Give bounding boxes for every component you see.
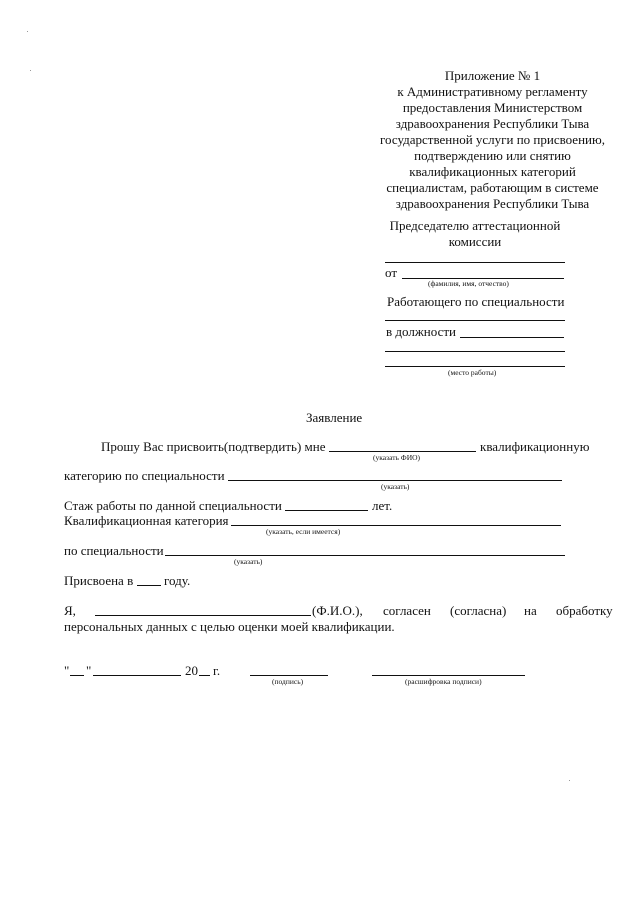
appendix-line: государственной услуги по присвоению,: [380, 132, 605, 147]
year-prefix: 20: [185, 663, 198, 678]
appendix-line: здравоохранения Республики Тыва: [395, 196, 590, 211]
consent-fio-line[interactable]: [95, 615, 311, 616]
qual-caption: (указать, если имеется): [266, 527, 341, 536]
consent-line2: персональных данных с целью оценки моей квалификации.: [64, 619, 395, 634]
decoding-caption: (расшифровка подписи): [405, 677, 482, 686]
year-line[interactable]: [199, 675, 210, 676]
appendix-line: Приложение № 1: [444, 68, 541, 83]
by-specialty-line[interactable]: [165, 555, 565, 556]
category-label: категорию по специальности: [64, 468, 225, 483]
addressee-line2: комиссии: [448, 234, 502, 249]
appendix-line: здравоохранения Республики Тыва: [395, 116, 590, 131]
experience-line[interactable]: [285, 510, 368, 511]
consent-agree-f: (согласна): [450, 603, 507, 618]
qual-line[interactable]: [231, 525, 561, 526]
appendix-line: квалификационных категорий: [409, 164, 576, 179]
consent-processing: обработку: [556, 603, 613, 618]
from-caption: (фамилия, имя, отчество): [428, 279, 509, 288]
assigned-prefix: Присвоена в: [64, 573, 134, 588]
appendix-line: к Административному регламенту: [397, 84, 588, 99]
experience-suffix: лет.: [372, 498, 393, 513]
fio-caption: (указать ФИО): [373, 453, 421, 462]
assigned-suffix: году.: [164, 573, 191, 588]
position-label: в должности: [386, 324, 456, 339]
appendix-line: предоставления Министерством: [402, 100, 583, 115]
signature-line[interactable]: [250, 675, 328, 676]
workplace-line-2[interactable]: [385, 366, 565, 367]
consent-on: на: [524, 603, 537, 618]
addressee-blank-line[interactable]: [385, 262, 565, 263]
addressee-title: [380, 218, 570, 250]
year-suffix: г.: [213, 663, 221, 678]
appendix-line: специалистам, работающим в системе: [386, 180, 599, 195]
by-specialty-caption: (указать): [234, 557, 263, 566]
category-line[interactable]: [228, 480, 562, 481]
specialty-line[interactable]: [385, 320, 565, 321]
position-line[interactable]: [460, 337, 564, 338]
qual-label: Квалификационная категория: [64, 513, 229, 528]
scan-speck: [30, 70, 31, 71]
date-quote-open: ": [64, 663, 70, 678]
scan-speck: [27, 31, 28, 32]
day-line[interactable]: [70, 675, 84, 676]
consent-i: Я,: [64, 603, 76, 618]
experience-label: Стаж работы по данной специальности: [64, 498, 282, 513]
date-quote-close: ": [86, 663, 92, 678]
specialty-label: Работающего по специальности: [387, 294, 565, 309]
request-suffix: квалификационную: [480, 439, 590, 454]
signature-caption: (подпись): [272, 677, 304, 686]
fio-line[interactable]: [329, 451, 476, 452]
from-label: от: [385, 265, 398, 280]
workplace-line-1[interactable]: [385, 351, 565, 352]
consent-agree: согласен: [383, 603, 431, 618]
consent-fio: (Ф.И.О.),: [312, 603, 363, 618]
scan-speck: [569, 780, 570, 781]
appendix-block: [370, 68, 615, 212]
document-title: Заявление: [306, 410, 363, 425]
workplace-caption: (место работы): [448, 368, 497, 377]
decoding-line[interactable]: [372, 675, 525, 676]
request-prefix: Прошу Вас присвоить(подтвердить) мне: [101, 439, 326, 454]
assigned-year-line[interactable]: [137, 585, 161, 586]
by-specialty-label: по специальности: [64, 543, 164, 558]
appendix-line: подтверждению или снятию: [414, 148, 571, 163]
month-line[interactable]: [93, 675, 181, 676]
specify-caption: (указать): [381, 482, 410, 491]
addressee-line1: Председателю аттестационной: [389, 218, 561, 233]
